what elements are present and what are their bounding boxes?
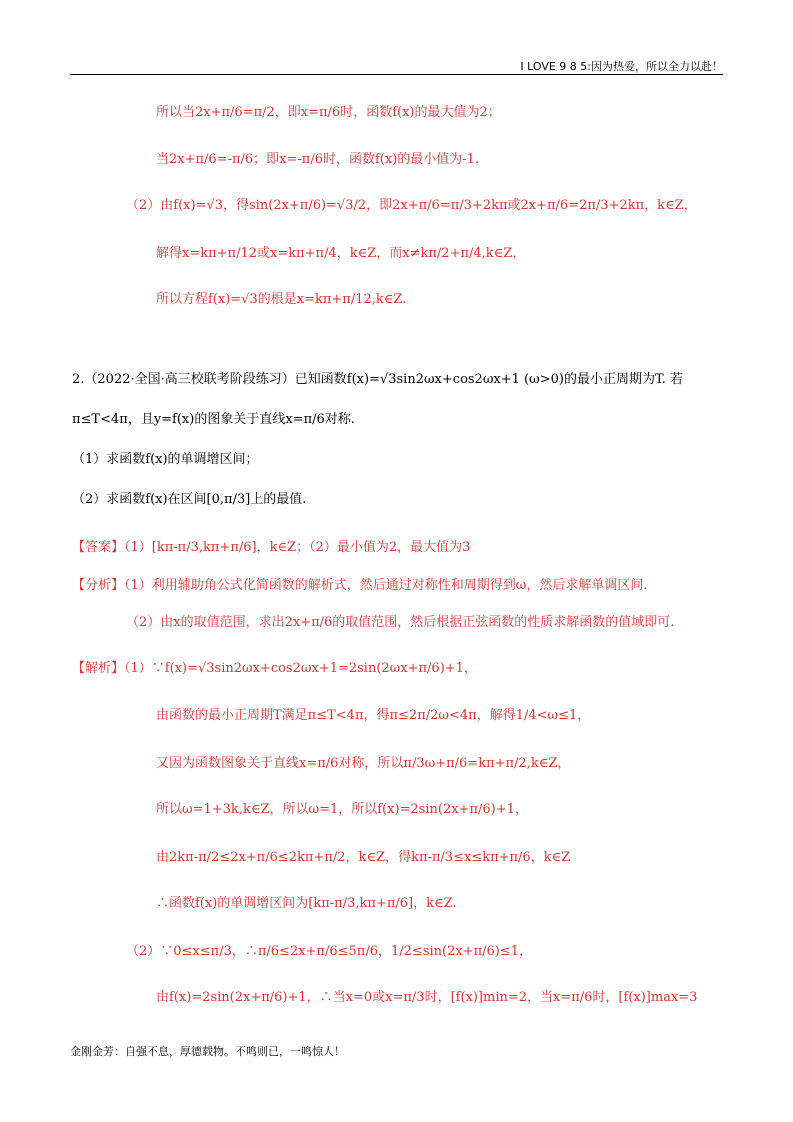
analysis-row-1: [72, 578, 648, 594]
solution-line-1: （1）∵f(x)=√3sin2ωx+cos2ωx+1=2sin(2ωx+π/6)+1，: [124, 661, 477, 676]
solution-line-8: 由f(x)=2sin(2x+π/6)+1，∴当x=0或x=π/3时，[f(x)]min=2，当x=π/6时，[f(x)]max=3: [156, 990, 698, 1005]
prev-solution-line-1: 所以当2x+π/6=π/2，即x=π/6时，函数f(x)的最大值为2；: [156, 105, 501, 120]
solution-line-7: （2）∵0≤x≤π/3，∴π/6≤2x+π/6≤5π/6，1/2≤sin(2x+π/6)≤1，: [126, 944, 533, 959]
analysis-label: 【分析】: [72, 578, 125, 593]
solution-label: 【解析】: [72, 661, 125, 676]
prev-solution-line-2: 当2x+π/6=-π/6；即x=-π/6时，函数f(x)的最小值为-1.: [156, 152, 480, 167]
problem-line-1: 2.（2022·全国·高三校联考阶段练习）已知函数f(x)=√3sin2ωx+cos2ωx+1 (ω>0)的最小正周期为T. 若: [72, 372, 683, 387]
solution-line-2: 由函数的最小正周期T满足π≤T<4π，得π≤2π/2ω<4π，解得1/4<ω≤1，: [156, 708, 591, 723]
answer-label: 【答案】: [72, 540, 125, 555]
prev-solution-line-4: 解得x=kπ+π/12或x=kπ+π/4，k∈Z，而x≠kπ/2+π/4,k∈Z，: [156, 246, 526, 261]
analysis-line-1: （1）利用辅助角公式化简函数的解析式，然后通过对称性和周期得到ω，然后求解单调区间.: [124, 578, 648, 593]
page-header: I LOVE 9 8 5:因为热爱，所以全力以赴！: [520, 60, 723, 73]
page-footer: 金刚金芳：自强不息，厚德载物。不鸣则已，一鸣惊人！: [70, 1045, 345, 1058]
solution-line-4: 所以ω=1+3k,k∈Z，所以ω=1，所以f(x)=2sin(2x+π/6)+1，: [156, 802, 528, 817]
prev-solution-line-3: （2）由f(x)=√3，得sin(2x+π/6)=√3/2，即2x+π/6=π/3+2kπ或2x+π/6=2π/3+2kπ，k∈Z，: [126, 198, 697, 213]
solution-line-6: ∴函数f(x)的单调增区间为[kπ-π/3,kπ+π/6]，k∈Z.: [156, 896, 457, 911]
header-divider: [70, 74, 723, 75]
solution-line-5: 由2kπ-π/2≤2x+π/6≤2kπ+π/2，k∈Z，得kπ-π/3≤x≤kπ+π/6，k∈Z: [156, 850, 571, 865]
solution-row-1: [72, 661, 477, 677]
problem-question-1: （1）求函数f(x)的单调增区间；: [72, 452, 259, 467]
problem-line-2: π≤T<4π，且y=f(x)的图象关于直线x=π/6对称.: [72, 412, 355, 427]
problem-question-2: （2）求函数f(x)在区间[0,π/3]上的最值.: [72, 492, 307, 507]
solution-line-3: 又因为函数图象关于直线x=π/6对称，所以π/3ω+π/6=kπ+π/2,k∈Z，: [156, 756, 571, 771]
analysis-line-2: （2）由x的取值范围，求出2x+π/6的取值范围，然后根据正弦函数的性质求解函数的值域即可.: [126, 615, 675, 630]
answer-text: （1）[kπ-π/3,kπ+π/6]，k∈Z；（2）最小值为2，最大值为3: [124, 540, 471, 555]
answer-row: [72, 540, 470, 556]
prev-solution-line-5: 所以方程f(x)=√3的根是x=kπ+π/12,k∈Z.: [156, 292, 407, 307]
